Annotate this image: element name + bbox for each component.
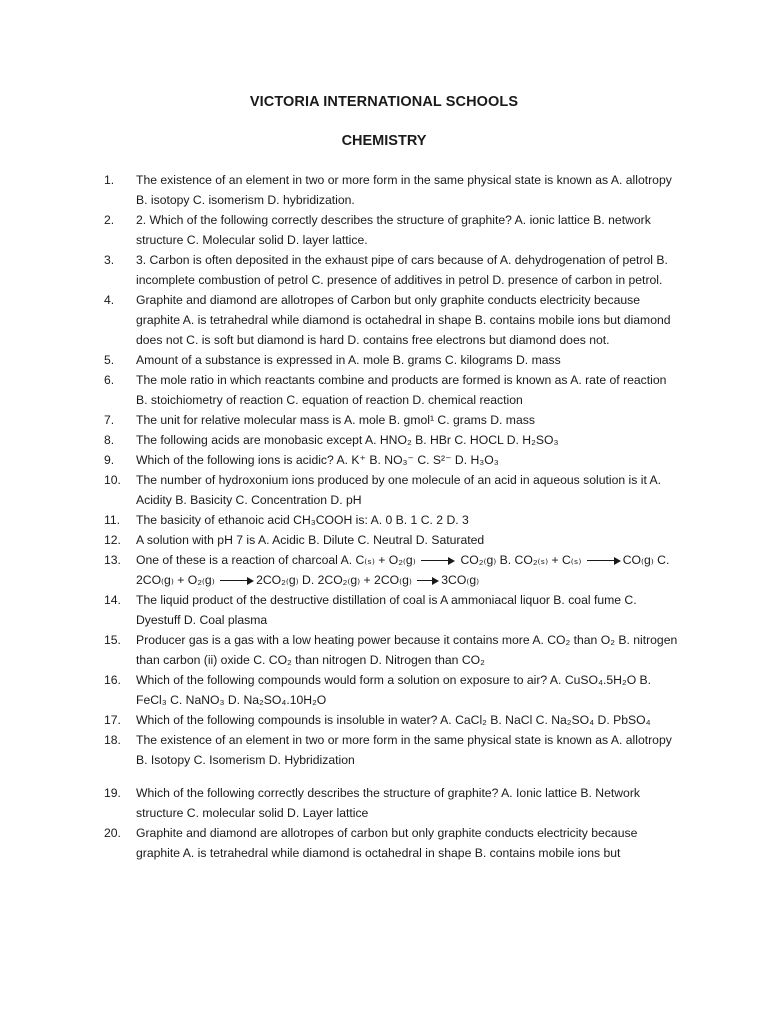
question-item — [0, 630, 768, 670]
question-item — [0, 350, 768, 370]
equation-part: 3CO₍g₎ — [441, 573, 480, 587]
reaction-arrow-icon — [421, 557, 455, 565]
question-text: Which of the following compounds is insoluble in water? A. CaCl₂ B. NaCl C. Na₂SO₄ D. PbSO₄ — [136, 713, 651, 727]
question-text: The number of hydroxonium ions produced by one molecule of an acid in aqueous solution is it A. Acidity B. Basicity C. Concentration D. pH — [136, 473, 662, 507]
question-number: 19. — [104, 786, 121, 800]
question-text: Which of the following correctly describes the structure of graphite? A. Ionic lattice B. Network structure C. molecular solid D. Layer lattice — [136, 786, 640, 820]
question-number: 15. — [104, 633, 121, 647]
question-number: 11. — [104, 513, 121, 527]
question-item — [0, 170, 768, 210]
equation-part: O₂₍g₎ — [187, 573, 215, 587]
question-item — [0, 730, 768, 770]
question-text: Which of the following compounds would form a solution on exposure to air? A. CuSO₄.5H₂O B. FeCl₃ C. NaNO₃ D. Na₂SO₄.10H₂O — [136, 673, 652, 707]
question-number: 12. — [104, 533, 121, 547]
question-text: 2. Which of the following correctly describes the structure of graphite? A. ionic lattice B. network structure C. Molecular solid D. layer lattice. — [136, 213, 651, 247]
question-text: The liquid product of the destructive distillation of coal is A ammoniacal liquor B. coal fume C. Dyestuff D. Coal plasma — [136, 593, 637, 627]
question-number: 2. — [104, 213, 115, 227]
question-text: Graphite and diamond are allotropes of Carbon but only graphite conducts electricity because graphite A. is tetrahedral while diamond is octahedral in shape B. contains mobile ions but diamond does not C. is soft but diamond is hard D. contains free electrons but diamond does not. — [136, 293, 671, 347]
question-text: A solution with pH 7 is A. Acidic B. Dilute C. Neutral D. Saturated — [136, 533, 485, 547]
question-number: 4. — [104, 293, 115, 307]
question-number: 7. — [104, 413, 115, 427]
question-text: The following acids are monobasic except A. HNO₂ B. HBr C. HOCL D. H₂SO₃ — [136, 433, 559, 447]
question-item — [0, 410, 768, 430]
question-item — [0, 510, 768, 530]
question-text: Which of the following ions is acidic? A. K⁺ B. NO₃⁻ C. S²⁻ D. H₃O₃ — [136, 453, 499, 467]
question-text: The unit for relative molecular mass is A. mole B. gmol¹ C. grams D. mass — [136, 413, 535, 427]
question-number: 17. — [104, 713, 121, 727]
question-text: The existence of an element in two or more form in the same physical state is known as A. allotropy B. isotopy C. isomerism D. hybridization. — [136, 173, 672, 207]
question-text: Amount of a substance is expressed in A. mole B. grams C. kilograms D. mass — [136, 353, 561, 367]
school-name: VICTORIA INTERNATIONAL SCHOOLS — [249, 94, 519, 110]
question-item — [0, 290, 768, 350]
question-item — [0, 823, 768, 863]
question-item — [0, 470, 768, 510]
equation-part: CO₍g₎ C. 2CO₍g₎ + — [136, 553, 670, 587]
question-text: The basicity of ethanoic acid CH₃COOH is: A. 0 B. 1 C. 2 D. 3 — [136, 513, 469, 527]
question-item — [0, 710, 768, 730]
reaction-arrow-icon — [220, 577, 254, 585]
question-number: 16. — [104, 673, 121, 687]
question-text: Producer gas is a gas with a low heating power because it contains more A. CO₂ than O₂ B. nitrogen than carbon (ii) oxide C. CO₂ than nitrogen D. Nitrogen than CO₂ — [136, 633, 678, 667]
subject-title: CHEMISTRY — [341, 133, 427, 149]
question-number: 3. — [104, 253, 115, 267]
equation-part: One of these is a reaction of charcoal A. C₍ₛ₎ + O₂₍g₎ — [136, 553, 416, 567]
question-number: 20. — [104, 826, 121, 840]
reaction-arrow-icon — [417, 577, 439, 585]
question-text: Graphite and diamond are allotropes of carbon but only graphite conducts electricity because graphite A. is tetrahedral while diamond is octahedral in shape B. contains mobile ions but — [136, 826, 638, 860]
question-number: 6. — [104, 373, 115, 387]
question-item — [0, 210, 768, 250]
question-item — [0, 250, 768, 290]
question-number: 13. — [104, 553, 121, 567]
question-number: 18. — [104, 733, 121, 747]
question-text: The existence of an element in two or more form in the same physical state is known as A. allotropy B. Isotopy C. Isomerism D. Hybridization — [136, 733, 672, 767]
question-item — [0, 670, 768, 710]
question-list — [0, 170, 768, 863]
question-number: 9. — [104, 453, 115, 467]
question-number: 1. — [104, 173, 115, 187]
question-item — [0, 783, 768, 823]
question-item — [0, 450, 768, 470]
question-number: 14. — [104, 593, 121, 607]
question-item — [0, 370, 768, 410]
question-item — [0, 550, 768, 590]
question-text: The mole ratio in which reactants combine and products are formed is known as A. rate of reaction B. stoichiometry of reaction C. equation of reaction D. chemical reaction — [136, 373, 667, 407]
question-item — [0, 590, 768, 630]
question-text: 3. Carbon is often deposited in the exhaust pipe of cars because of A. dehydrogenation of petrol B. incomplete combustion of petrol C. presence of additives in petrol D. presence of carbon in petrol. — [136, 253, 668, 287]
question-number: 10. — [104, 473, 121, 487]
equation-part: 2CO₂₍g₎ D. 2CO₂₍g₎ + 2CO₍g₎ — [256, 573, 412, 587]
equation-part: CO₂₍g₎ B. CO₂₍ₛ₎ + C₍ₛ₎ — [460, 553, 582, 567]
question-number: 5. — [104, 353, 115, 367]
question-number: 8. — [104, 433, 115, 447]
question-item — [0, 430, 768, 450]
question-item — [0, 530, 768, 550]
reaction-arrow-icon — [587, 557, 621, 565]
